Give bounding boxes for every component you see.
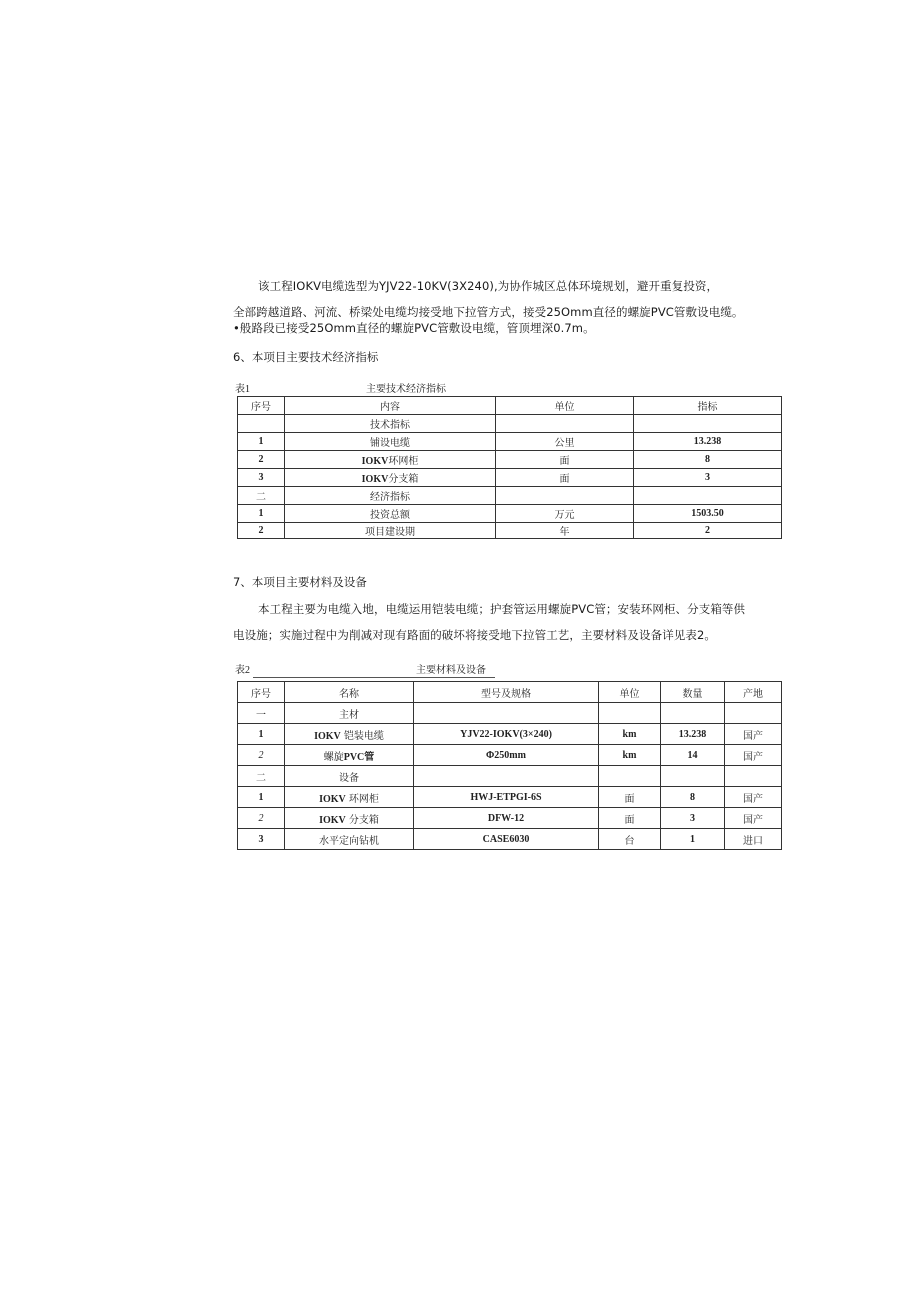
cell-no: 2 — [238, 808, 285, 829]
cell-content-suffix: 分支箱 — [388, 474, 419, 485]
table-row — [238, 766, 782, 787]
table-row — [238, 724, 782, 745]
cell-value: 1503.50 — [634, 505, 782, 523]
cell-name — [285, 787, 414, 808]
table-row — [238, 487, 782, 505]
cell-no: 1 — [238, 724, 285, 745]
table-2-caption — [235, 665, 486, 677]
cell-name-prefix: IOKV — [314, 730, 341, 742]
cell-model: Φ250mm — [414, 745, 599, 766]
table-2-header-qty: 数量 — [661, 682, 725, 703]
table-row — [238, 523, 782, 539]
cell-model: DFW-12 — [414, 808, 599, 829]
cell-content — [285, 451, 496, 469]
cell-origin: 进口 — [725, 829, 782, 850]
cell-name: 主材 — [285, 703, 414, 724]
cell-no: 2 — [238, 745, 285, 766]
table-1-title: 主要技术经济指标 — [366, 384, 446, 395]
cell-model — [414, 703, 599, 724]
cell-no: 1 — [238, 433, 285, 451]
cell-value — [634, 487, 782, 505]
cell-qty: 1 — [661, 829, 725, 850]
table-2-header-model: 型号及规格 — [414, 682, 599, 703]
intro-paragraph-line-2: 全部跨越道路、河流、桥梁处电缆均接受地下拉管方式，接受25Omm直径的螺旋PVC管敷设电缆。 — [233, 305, 744, 319]
cell-unit: 面 — [599, 787, 661, 808]
cell-qty — [661, 703, 725, 724]
cell-unit: 年 — [496, 523, 634, 539]
table-row — [238, 808, 782, 829]
cell-name — [285, 808, 414, 829]
cell-origin: 国产 — [725, 808, 782, 829]
table-1-label: 表1 — [235, 384, 250, 395]
table-row — [238, 829, 782, 850]
section-7-paragraph-line-2: 电设施；实施过程中为削减对现有路面的破坏将接受地下拉管工艺，主要材料及设备详见表2。 — [233, 628, 717, 642]
table-2-caption-underline — [253, 677, 495, 678]
section-7-paragraph-line-1: 本工程主要为电缆入地，电缆运用铠装电缆；护套管运用螺旋PVC管；安装环网柜、分支箱等供 — [258, 602, 746, 616]
cell-content: 项目建设期 — [285, 523, 496, 539]
cell-value: 3 — [634, 469, 782, 487]
cell-value: 13.238 — [634, 433, 782, 451]
cell-unit: 公里 — [496, 433, 634, 451]
cell-model — [414, 766, 599, 787]
table-1-header-content: 内容 — [285, 397, 496, 415]
table-1 — [237, 396, 782, 539]
table-1-header-no: 序号 — [238, 397, 285, 415]
table-2-label: 表2 — [235, 665, 250, 676]
cell-value: 8 — [634, 451, 782, 469]
cell-content-prefix: IOKV — [361, 474, 389, 485]
table-2-header-row — [238, 682, 782, 703]
cell-origin: 国产 — [725, 787, 782, 808]
cell-qty — [661, 766, 725, 787]
cell-name-suffix: PVC管 — [343, 751, 375, 763]
table-2-header-unit: 单位 — [599, 682, 661, 703]
cell-name: 设备 — [285, 766, 414, 787]
cell-name-prefix: IOKV — [319, 814, 346, 826]
table-row — [238, 745, 782, 766]
cell-unit: 面 — [496, 451, 634, 469]
table-2-header-origin: 产地 — [725, 682, 782, 703]
cell-unit: 台 — [599, 829, 661, 850]
table-2-header-no: 序号 — [238, 682, 285, 703]
table-row — [238, 433, 782, 451]
cell-no — [238, 415, 285, 433]
cell-name-suffix: 环网柜 — [348, 793, 379, 805]
table-1-header-value: 指标 — [634, 397, 782, 415]
intro-paragraph-line-1: 该工程IOKV电缆选型为YJV22-10KV(3X240),为协作城区总体环境规划，避开重复投资， — [258, 279, 719, 293]
cell-unit — [496, 487, 634, 505]
cell-name-suffix: 分支箱 — [348, 814, 379, 826]
cell-unit: 万元 — [496, 505, 634, 523]
cell-unit: km — [599, 724, 661, 745]
cell-content: 技术指标 — [285, 415, 496, 433]
cell-unit: km — [599, 745, 661, 766]
cell-model: HWJ-ETPGI-6S — [414, 787, 599, 808]
cell-no: 1 — [238, 787, 285, 808]
cell-content: 经济指标 — [285, 487, 496, 505]
table-row — [238, 505, 782, 523]
cell-no: 2 — [238, 451, 285, 469]
table-1-header-row — [238, 397, 782, 415]
cell-origin: 国产 — [725, 724, 782, 745]
cell-content-prefix: IOKV — [361, 456, 389, 467]
intro-paragraph-line-3: •般路段已接受25Omm直径的螺旋PVC管敷设电缆，管顶埋深0.7m。 — [233, 321, 595, 335]
cell-content: 投资总额 — [285, 505, 496, 523]
cell-name-suffix: 铠装电缆 — [343, 730, 384, 742]
cell-content: 铺设电缆 — [285, 433, 496, 451]
cell-name-prefix: IOKV — [319, 793, 346, 805]
cell-qty: 8 — [661, 787, 725, 808]
cell-unit: 面 — [599, 808, 661, 829]
table-row — [238, 703, 782, 724]
cell-no: 1 — [238, 505, 285, 523]
table-2-header-name: 名称 — [285, 682, 414, 703]
cell-value — [634, 415, 782, 433]
cell-origin — [725, 703, 782, 724]
table-row — [238, 787, 782, 808]
table-row — [238, 451, 782, 469]
cell-no: 3 — [238, 469, 285, 487]
cell-no: 2 — [238, 523, 285, 539]
cell-no: 二 — [238, 487, 285, 505]
cell-unit — [599, 766, 661, 787]
cell-content — [285, 469, 496, 487]
cell-content-suffix: 环网柜 — [388, 456, 419, 467]
cell-qty: 3 — [661, 808, 725, 829]
cell-name-prefix: 螺旋 — [323, 751, 344, 763]
table-1-caption — [235, 384, 446, 396]
cell-value: 2 — [634, 523, 782, 539]
cell-name — [285, 724, 414, 745]
table-row — [238, 415, 782, 433]
cell-origin — [725, 766, 782, 787]
table-row — [238, 469, 782, 487]
cell-no: 3 — [238, 829, 285, 850]
table-2 — [237, 681, 782, 850]
cell-model: YJV22-IOKV(3×240) — [414, 724, 599, 745]
cell-model: CASE6030 — [414, 829, 599, 850]
cell-unit — [599, 703, 661, 724]
cell-no: 一 — [238, 703, 285, 724]
section-6-heading: 6、本项目主要技术经济指标 — [233, 350, 379, 364]
cell-unit: 面 — [496, 469, 634, 487]
table-2-title: 主要材料及设备 — [416, 665, 486, 676]
cell-no: 二 — [238, 766, 285, 787]
cell-origin: 国产 — [725, 745, 782, 766]
table-1-header-unit: 单位 — [496, 397, 634, 415]
cell-name — [285, 745, 414, 766]
cell-qty: 13.238 — [661, 724, 725, 745]
cell-qty: 14 — [661, 745, 725, 766]
cell-name: 水平定向钻机 — [285, 829, 414, 850]
cell-unit — [496, 415, 634, 433]
section-7-heading: 7、本项目主要材料及设备 — [233, 575, 367, 589]
